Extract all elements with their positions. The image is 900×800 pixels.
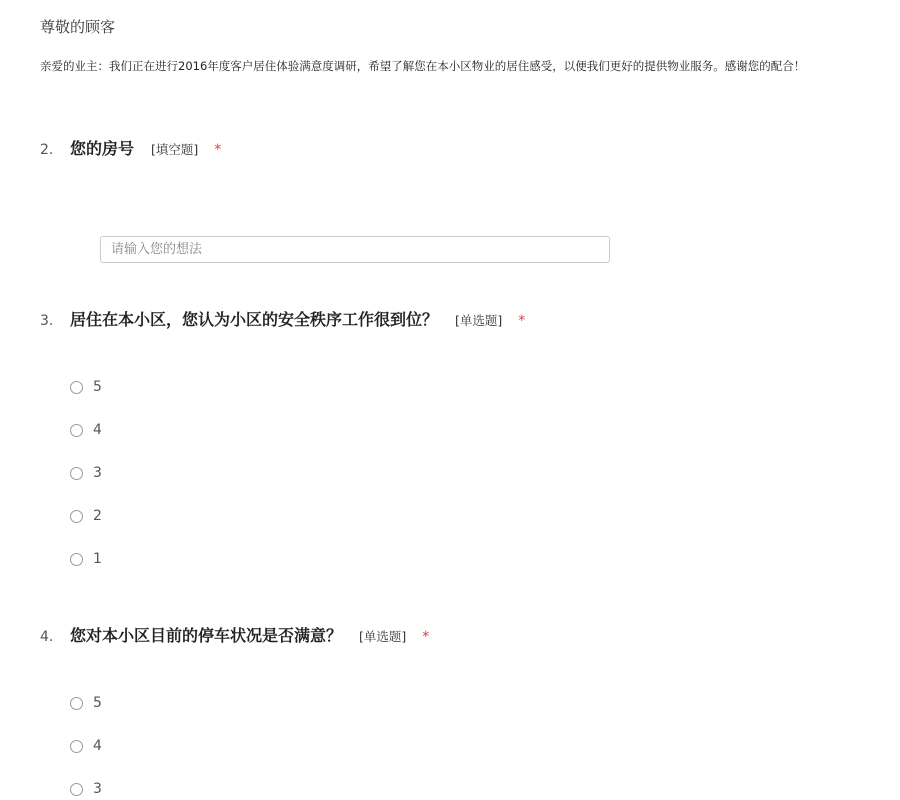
required-star-icon: * — [518, 313, 526, 329]
greeting-heading: 尊敬的顾客 — [40, 18, 116, 36]
question-number: 3. — [40, 313, 54, 329]
room-number-input[interactable] — [100, 236, 610, 263]
question-number: 4. — [40, 629, 54, 645]
question-title: 居住在本小区，您认为小区的安全秩序工作很到位？ — [70, 310, 439, 329]
option-label: 4 — [93, 738, 102, 754]
question-2-header — [40, 136, 221, 159]
question-4-header — [40, 623, 429, 646]
radio-button-icon[interactable] — [70, 381, 83, 394]
q3-option-3[interactable] — [70, 465, 102, 481]
question-type-tag: [单选题] — [359, 629, 407, 644]
question-3-header — [40, 307, 525, 330]
radio-button-icon[interactable] — [70, 697, 83, 710]
option-label: 4 — [93, 422, 102, 438]
radio-button-icon[interactable] — [70, 740, 83, 753]
q3-option-5[interactable] — [70, 379, 102, 395]
option-label: 3 — [93, 465, 102, 481]
option-label: 2 — [93, 508, 102, 524]
question-title: 您的房号 — [70, 139, 135, 158]
question-number: 2. — [40, 142, 54, 158]
q4-option-4[interactable] — [70, 738, 102, 754]
required-star-icon: * — [214, 142, 222, 158]
radio-button-icon[interactable] — [70, 553, 83, 566]
q3-option-1[interactable] — [70, 551, 102, 567]
q3-option-4[interactable] — [70, 422, 102, 438]
q4-option-5[interactable] — [70, 695, 102, 711]
radio-button-icon[interactable] — [70, 783, 83, 796]
radio-button-icon[interactable] — [70, 510, 83, 523]
question-type-tag: [填空题] — [151, 142, 199, 157]
option-label: 3 — [93, 781, 102, 797]
radio-button-icon[interactable] — [70, 424, 83, 437]
radio-button-icon[interactable] — [70, 467, 83, 480]
option-label: 1 — [93, 551, 102, 567]
required-star-icon: * — [422, 629, 430, 645]
q4-option-3[interactable] — [70, 781, 102, 797]
question-type-tag: [单选题] — [455, 313, 503, 328]
question-title: 您对本小区目前的停车状况是否满意？ — [70, 626, 343, 645]
intro-text: 亲爱的业主：我们正在进行2016年度客户居住体验满意度调研，希望了解您在本小区物业的居住感受，以便我们更好的提供物业服务。感谢您的配合！ — [40, 59, 806, 73]
option-label: 5 — [93, 695, 102, 711]
option-label: 5 — [93, 379, 102, 395]
q3-option-2[interactable] — [70, 508, 102, 524]
